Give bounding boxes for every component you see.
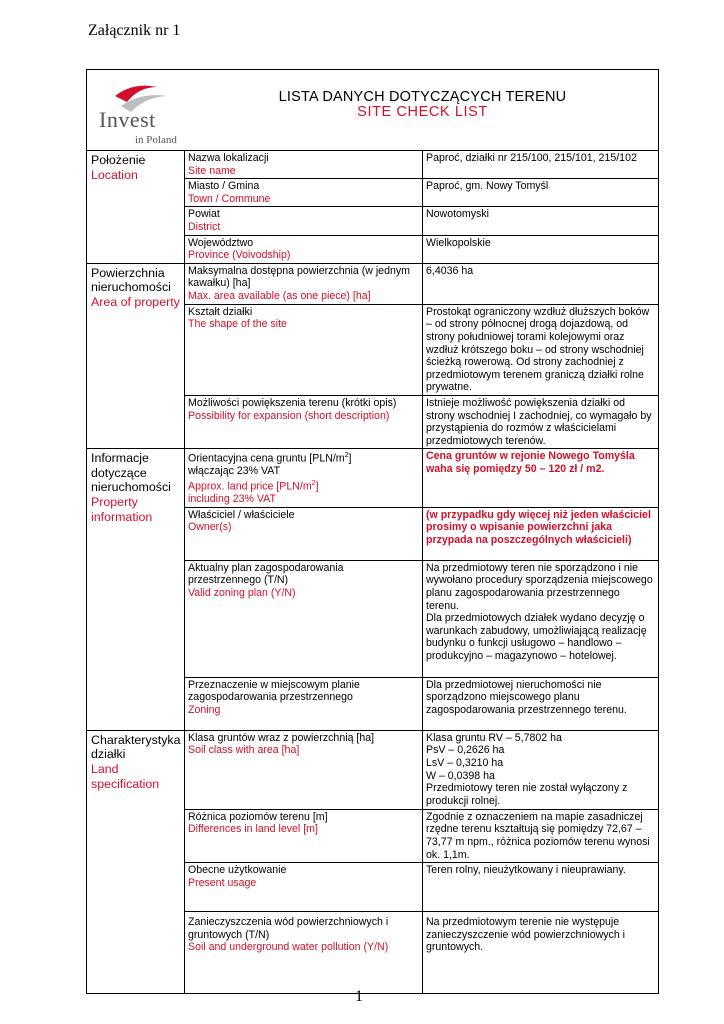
field-label: Aktualny plan zagospodarowania przestrzennego (T/N) Valid zoning plan (Y/N)	[185, 560, 423, 677]
table-row	[87, 263, 659, 304]
title-english: SITE CHECK LIST	[357, 103, 488, 120]
field-value: Wielkopolskie	[423, 235, 659, 263]
field-label: Przeznaczenie w miejscowym planie zagospodarowania przestrzennego Zoning	[185, 677, 423, 730]
field-value: Teren rolny, nieużytkowany i nieuprawiany.	[423, 863, 659, 912]
field-label: Właściciel / właściciele Owner(s)	[185, 507, 423, 560]
field-value: Na przedmiotowym terenie nie występuje zanieczyszczenie wód powierzchniowych i gruntowych.	[423, 912, 659, 994]
field-label: Orientacyjna cena gruntu $[PLN/m^2]$ włączając 23% VAT Approx. land price $[PLN/m^2]$ including 23% VAT	[185, 449, 423, 507]
field-value: Paproć, działki nr 215/100, 215/101, 215/102	[423, 151, 659, 179]
header-row	[87, 70, 659, 151]
category-land: Charakterystyka działki Land specification	[87, 730, 185, 993]
field-value: Na przedmiotowy teren nie sporządzono i nie wywołano procedury sporządzenia miejscowego planu zagospodarowania przestrzennego terenu. Dla przedmiotowych działek wydano decyzję o warunkach zabudowy, umożliwiającą realizację budynku o funkcji usługowo – handlowo – produkcyjno – magazynowo – hotelowej.	[423, 560, 659, 677]
field-label: Kształt działki The shape of the site	[185, 304, 423, 395]
title-polish: LISTA DANYCH DOTYCZĄCYCH TERENU	[278, 89, 567, 105]
field-value: Klasa gruntu RV – 5,7802 ha PsV – 0,2626 ha LsV – 0,3210 ha W – 0,0398 ha Przedmiotowy teren nie został wyłączony z produkcji rolnej.	[423, 730, 659, 809]
field-label: Powiat District	[185, 207, 423, 235]
field-label: Maksymalna dostępna powierzchnia (w jednym kawałku) [ha] Max. area available (as one piece) [ha]	[185, 263, 423, 304]
field-label: Różnica poziomów terenu [m] Differences in land level [m]	[185, 809, 423, 862]
site-check-table	[86, 69, 659, 994]
logo-subtitle: in Poland	[135, 134, 177, 146]
table-row	[87, 730, 659, 809]
field-value: 6,4036 ha	[423, 263, 659, 304]
field-value: Zgodnie z oznaczeniem na mapie zasadniczej rzędne terenu kształtują się pomiędzy 72,67 – 73,77 m npm., różnica poziomów terenu wynosi ok. 1,1m.	[423, 809, 659, 862]
field-label: Klasa gruntów wraz z powierzchnią [ha] Soil class with area [ha]	[185, 730, 423, 809]
field-value: Nowotomyski	[423, 207, 659, 235]
table-row	[87, 449, 659, 507]
field-label: Obecne użytkowanie Present usage	[185, 863, 423, 912]
field-label: Miasto / Gmina Town / Commune	[185, 179, 423, 207]
field-value: (w przypadku gdy więcej niż jeden właściciel prosimy o wpisanie powierzchni jaka przypada na poszczególnych właścicieli)	[423, 507, 659, 560]
field-value: Prostokąt ograniczony wzdłuż dłuższych boków – od strony północnej drogą dojazdową, od strony południowej torami kolejowymi oraz wzdłuż krótszego boku – od strony wschodniej ścieżką rowerową. Od strony zachodniej z przedmiotowym terenem graniczą działki rolne prywatne.	[423, 304, 659, 395]
category-area: Powierzchnia nieruchomości Area of property	[87, 263, 185, 449]
field-value: Istnieje możliwość powiększenia działki od strony wschodniej I zachodniej, co wymagało by przystąpienia do rozmów z właścicielami przedmiotowych terenów.	[423, 395, 659, 448]
category-location: Położenie Location	[87, 151, 185, 264]
header-cell	[87, 70, 659, 151]
table-row	[87, 151, 659, 179]
invest-in-poland-logo	[87, 70, 187, 150]
attachment-label: Załącznik nr 1	[88, 22, 181, 39]
field-label: Możliwości powiększenia terenu (krótki opis) Possibility for expansion (short description)	[185, 395, 423, 448]
logo-word: Invest	[99, 107, 156, 132]
field-label: Zanieczyszczenia wód powierzchniowych i gruntowych (T/N) Soil and underground water pollution (Y/N)	[185, 912, 423, 994]
field-label: Nazwa lokalizacji Site name	[185, 151, 423, 179]
field-value: Dla przedmiotowej nieruchomości nie sporządzono miejscowego planu zagospodarowania przestrzennego terenu.	[423, 677, 659, 730]
document-title	[187, 91, 658, 118]
page-number: 1	[355, 988, 363, 1005]
field-value: Cena gruntów w rejonie Nowego Tomyśla waha się pomiędzy 50 – 120 zł / m2.	[423, 449, 659, 507]
category-property: Informacje dotyczące nieruchomości Property information	[87, 449, 185, 730]
field-label: Województwo Province (Voivodship)	[185, 235, 423, 263]
field-value: Paproć, gm. Nowy Tomyśl	[423, 179, 659, 207]
